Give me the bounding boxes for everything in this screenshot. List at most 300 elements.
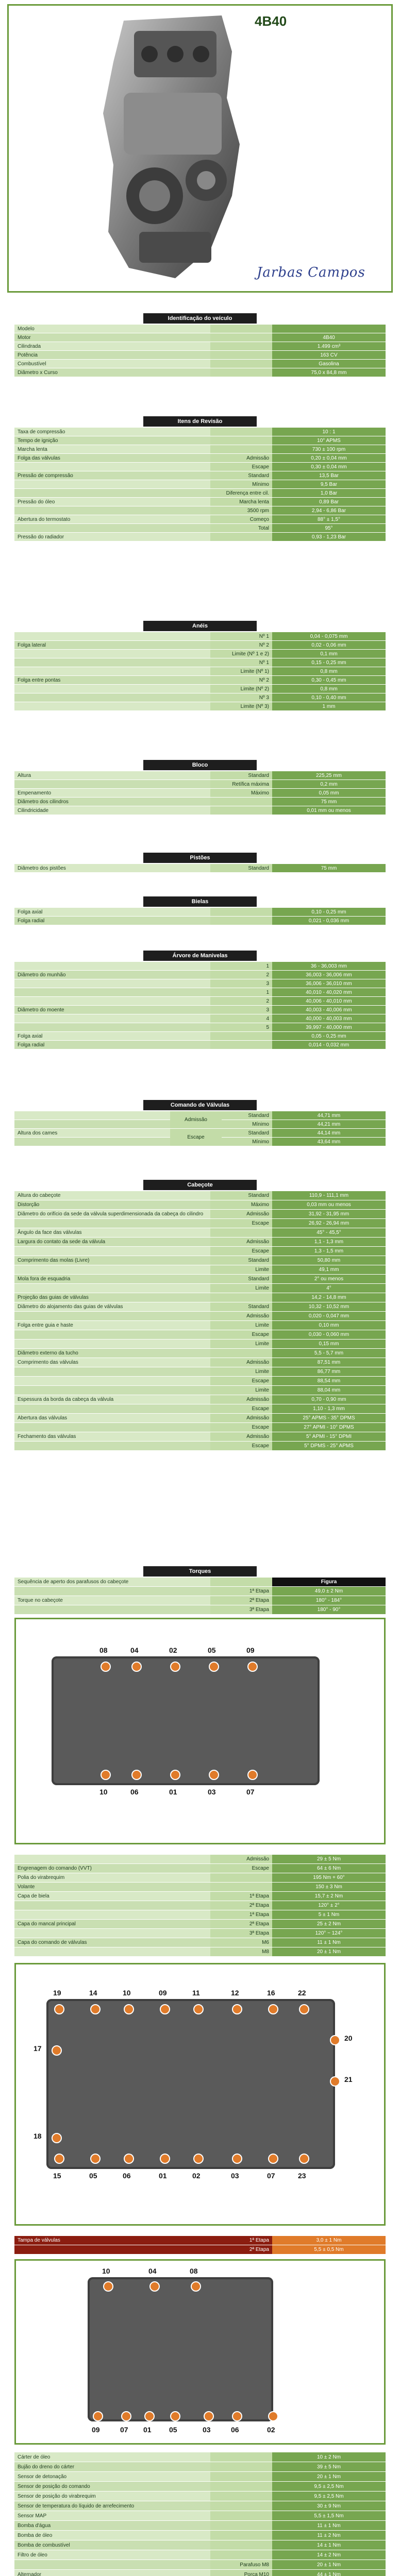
table-row [14, 2570, 386, 2576]
row-sublabel: Admissão [210, 1238, 272, 1246]
row-value: 87,51 mm [272, 1358, 386, 1367]
row-value: 49,0 ± 2 Nm [272, 1587, 386, 1596]
row-sublabel [210, 2511, 272, 2520]
table-row [14, 1873, 386, 1883]
row-value: 1,10 - 1,3 mm [272, 1404, 386, 1413]
table-row [14, 1191, 386, 1200]
row-value: 10,32 - 10,52 mm [272, 1302, 386, 1311]
table-row [14, 1265, 386, 1275]
bolt-marker [121, 2411, 131, 2421]
bolt-number: 05 [89, 2172, 97, 2180]
row-label: Capa do comando de válvulas [14, 1938, 210, 1947]
row-label: Comprimento das válvulas [14, 1358, 210, 1367]
table-row [14, 658, 386, 667]
table-row [14, 1587, 386, 1596]
row-label [14, 1423, 210, 1432]
row-label: Abertura do termostato [14, 515, 210, 523]
bolt-marker [232, 2154, 242, 2164]
row-sublabel [210, 2550, 272, 2560]
table-row [14, 1256, 386, 1265]
row-value: 3,0 ± 1 Nm [272, 2236, 386, 2245]
row-sublabel [210, 533, 272, 541]
bolt-number: 03 [203, 2426, 211, 2434]
table-row [14, 1247, 386, 1256]
row-sublabel [210, 1578, 272, 1586]
row-label: Tampa de válvulas [14, 2236, 210, 2245]
row-value: 5° DPMS - 25° APMS [272, 1442, 386, 1450]
row-value: 0,2 mm [272, 780, 386, 788]
row-value: 15,7 ± 2 Nm [272, 1892, 386, 1901]
bolt-number: 08 [190, 2267, 198, 2275]
table-row [14, 471, 386, 480]
table-row [14, 498, 386, 506]
bolt-marker [209, 1770, 219, 1780]
row-sublabel [210, 2540, 272, 2550]
table-row [14, 2501, 386, 2511]
row-label: Capa do mancal principal [14, 1920, 210, 1928]
row-value: 0,1 mm [272, 650, 386, 658]
table-row [14, 971, 386, 979]
row-label [14, 1284, 210, 1293]
table-row [14, 333, 386, 342]
bolt-number: 12 [231, 1989, 239, 1997]
table-row [14, 1929, 386, 1938]
row-label: Mola fora de esquadria [14, 1275, 210, 1283]
row-value: 195 Nm + 60° [272, 1873, 386, 1882]
section-title-cabecote: Cabeçote [143, 1180, 257, 1190]
row-label [14, 997, 210, 1005]
row-value: 29 ± 5 Nm [272, 1855, 386, 1863]
table-row [14, 506, 386, 515]
row-value: 50,80 mm [272, 1256, 386, 1265]
bolt-number: 20 [344, 2034, 353, 2042]
bolt-number: 18 [34, 2132, 42, 2140]
row-value: 730 ± 100 rpm [272, 445, 386, 453]
row-label: Pressão do óleo [14, 498, 210, 506]
row-label: Combustível [14, 360, 210, 368]
row-label [14, 979, 210, 988]
row-sublabel: Escape [210, 1219, 272, 1228]
row-sublabel: 3ª Etapa [210, 1929, 272, 1938]
table-row [14, 641, 386, 650]
row-sublabel [210, 2452, 272, 2462]
comando-escape-label: Escape [170, 1129, 222, 1146]
table-row [14, 1855, 386, 1864]
row-sublabel: Standard [210, 471, 272, 480]
row-value: 1,1 - 1,3 mm [272, 1238, 386, 1246]
row-label: Bomba de óleo [14, 2531, 210, 2540]
row-label: Motor [14, 333, 210, 342]
table-row [14, 2482, 386, 2492]
row-label [14, 1947, 210, 1956]
table-row [14, 489, 386, 498]
row-value: 40,006 - 40,010 mm [272, 997, 386, 1005]
table-row [14, 2452, 386, 2462]
row-sublabel: Standard [210, 1256, 272, 1265]
camshaft-cap-drawing [46, 1999, 335, 2169]
bolt-number: 01 [159, 2172, 167, 2180]
bolt-number: 07 [246, 1788, 255, 1796]
row-label [14, 962, 210, 970]
table-row [14, 368, 386, 377]
table-row [14, 1041, 386, 1049]
row-label: Sensor de posição do comando [14, 2482, 210, 2491]
row-value: 39 ± 5 Nm [272, 2462, 386, 2471]
row-label [14, 632, 210, 640]
bolt-marker [54, 2154, 64, 2164]
row-value: 180° - 184° [272, 1596, 386, 1605]
row-sublabel: Standard [210, 1191, 272, 1200]
row-sublabel: 2 [210, 997, 272, 1005]
row-value: 10 ± 2 Nm [272, 2452, 386, 2462]
bolt-number: 08 [99, 1646, 108, 1654]
row-sublabel: 2ª Etapa [210, 1596, 272, 1605]
row-label: Diâmetro x Curso [14, 368, 210, 377]
row-sublabel: Mínimo [210, 1120, 272, 1128]
row-value: 0,03 mm ou menos [272, 1200, 386, 1209]
bolt-marker [247, 1770, 258, 1780]
row-label [14, 1605, 210, 1614]
bolt-marker [330, 2035, 340, 2045]
table-row [14, 702, 386, 711]
row-label [14, 1023, 210, 1031]
row-sublabel: Diferença entre cil. [210, 489, 272, 497]
row-label: Taxa de compressão [14, 428, 210, 436]
bolt-marker [232, 2004, 242, 2014]
row-label: Folga axial [14, 908, 210, 916]
row-value: 88° ± 1,5° [272, 515, 386, 523]
bolt-marker [299, 2004, 309, 2014]
row-value: 5,5 ± 1,5 Nm [272, 2511, 386, 2520]
row-value: 40,003 - 40,006 mm [272, 1006, 386, 1014]
row-label: Modelo [14, 325, 210, 333]
row-sublabel: Limite [210, 1386, 272, 1395]
row-sublabel: 3ª Etapa [210, 1605, 272, 1614]
row-value: 225,25 mm [272, 771, 386, 779]
row-label: Cilindrada [14, 342, 210, 350]
row-sublabel: Marcha lenta [210, 498, 272, 506]
row-value: 0,8 mm [272, 667, 386, 675]
row-label: Bomba de combustível [14, 2540, 210, 2550]
row-value: 75,0 x 84,8 mm [272, 368, 386, 377]
row-sublabel: Admissão [210, 454, 272, 462]
section-title-aneis: Anéis [143, 621, 257, 631]
table-row [14, 1910, 386, 1920]
row-value: 0,02 - 0,06 mm [272, 641, 386, 649]
row-label [14, 1910, 210, 1919]
row-value: 110,9 - 111,1 mm [272, 1191, 386, 1200]
table-row [14, 2560, 386, 2570]
row-label: Alternador [14, 2570, 210, 2576]
row-label: Sequência de aperto dos parafusos do cabeçote [14, 1578, 210, 1586]
comando-admissao-label: Admissão [170, 1111, 222, 1128]
row-label: Folga radial [14, 917, 210, 925]
row-label: Diâmetro externo da tucho [14, 1349, 210, 1358]
bolt-number: 01 [169, 1788, 177, 1796]
table-aneis [14, 632, 386, 711]
table-row [14, 454, 386, 463]
row-value [272, 325, 386, 333]
bolt-number: 21 [344, 2075, 353, 2083]
row-label: Sensor de temperatura do líquido de arrefecimento [14, 2501, 210, 2511]
row-sublabel [210, 2531, 272, 2540]
table-row [14, 1414, 386, 1423]
table-cabecote [14, 1191, 386, 1451]
bolt-number: 07 [267, 2172, 275, 2180]
row-label: Torque no cabeçote [14, 1596, 210, 1605]
valve-cover-drawing [88, 2277, 273, 2421]
row-value: 0,30 - 0,45 mm [272, 676, 386, 684]
row-value: 45° - 45,5° [272, 1228, 386, 1237]
table-row [14, 2521, 386, 2531]
row-label: Diâmetro do alojamento das guias de válvulas [14, 1302, 210, 1311]
table-row [14, 480, 386, 489]
row-sublabel [210, 798, 272, 806]
table-row [14, 1947, 386, 1957]
bolt-marker [54, 2004, 64, 2014]
row-value: 5 ± 1 Nm [272, 1910, 386, 1919]
row-sublabel [210, 2482, 272, 2491]
row-sublabel [210, 2501, 272, 2511]
table-row [14, 1219, 386, 1228]
row-sublabel [210, 436, 272, 445]
row-value: 0,10 mm [272, 1321, 386, 1330]
row-sublabel: Escape [210, 1864, 272, 1873]
table-row [14, 997, 386, 1006]
row-value: 5,5 - 5,7 mm [272, 1349, 386, 1358]
row-value: 13,5 Bar [272, 471, 386, 480]
row-sublabel: 1ª Etapa [210, 2236, 272, 2245]
row-value: 0,8 mm [272, 685, 386, 693]
row-label [14, 2560, 210, 2569]
row-value: 11 ± 1 Nm [272, 1938, 386, 1947]
table-row [14, 445, 386, 454]
table-row [14, 1395, 386, 1404]
row-label: Altura [14, 771, 210, 779]
table-row [14, 1596, 386, 1605]
row-value: 0,93 - 1,23 Bar [272, 533, 386, 541]
section-title-manivelas: Árvore de Manivelas [143, 951, 257, 961]
row-value: 1.499 cm³ [272, 342, 386, 350]
row-value: 5,5 ± 0,5 Nm [272, 2245, 386, 2254]
row-sublabel: Mínimo [210, 480, 272, 488]
row-value: 0,01 mm ou menos [272, 806, 386, 815]
bolt-marker [204, 2411, 214, 2421]
row-value: 26,92 - 26,94 mm [272, 1219, 386, 1228]
row-sublabel: Porca M10 [210, 2570, 272, 2576]
row-value: 25 ± 2 Nm [272, 1920, 386, 1928]
row-sublabel: Limite [210, 1284, 272, 1293]
bolt-marker [268, 2411, 278, 2421]
row-label [14, 2245, 210, 2254]
table-row [14, 1386, 386, 1395]
bolt-marker [193, 2154, 204, 2164]
table-row [14, 1367, 386, 1377]
table-row [14, 806, 386, 815]
row-sublabel: Admissão [210, 1210, 272, 1218]
row-value: 0,020 - 0,047 mm [272, 1312, 386, 1320]
cylinder-head-drawing [52, 1656, 320, 1785]
row-value: 0,014 - 0,032 mm [272, 1041, 386, 1049]
bolt-number: 22 [298, 1989, 306, 1997]
table-row [14, 1864, 386, 1873]
table-row [14, 2236, 386, 2245]
bolt-marker [160, 2154, 170, 2164]
bolt-marker [101, 1662, 111, 1672]
table-row [14, 463, 386, 471]
row-label: Abertura das válvulas [14, 1414, 210, 1422]
table-row [14, 1293, 386, 1302]
row-label [14, 1404, 210, 1413]
row-sublabel: Standard [210, 771, 272, 779]
row-sublabel: Standard [210, 1111, 272, 1120]
bolt-marker [124, 2004, 134, 2014]
row-label: Folga lateral [14, 641, 210, 649]
row-sublabel: Admissão [210, 1432, 272, 1441]
row-label [14, 702, 210, 710]
row-sublabel: Limite (Nº 1 e 2) [210, 650, 272, 658]
row-value: 11 ± 2 Nm [272, 2531, 386, 2540]
row-sublabel: 3 [210, 979, 272, 988]
row-sublabel: 4 [210, 1014, 272, 1023]
row-sublabel: 3 [210, 1006, 272, 1014]
bolt-marker [191, 2281, 201, 2292]
table-row [14, 771, 386, 780]
row-label [14, 685, 210, 693]
row-sublabel [210, 1032, 272, 1040]
row-value: 20 ± 1 Nm [272, 2560, 386, 2569]
row-sublabel: Mínimo [210, 1138, 272, 1146]
bolt-number: 02 [192, 2172, 201, 2180]
row-label [14, 1386, 210, 1395]
row-sublabel: Admissão [210, 1414, 272, 1422]
bolt-marker [103, 2281, 113, 2292]
table-row [14, 2531, 386, 2540]
row-value: 64 ± 6 Nm [272, 1864, 386, 1873]
bolt-marker [131, 1770, 142, 1780]
table-torques-final [14, 2452, 386, 2576]
row-sublabel: 2ª Etapa [210, 1901, 272, 1910]
row-value: 180° - 90° [272, 1605, 386, 1614]
row-sublabel: Escape [210, 1423, 272, 1432]
bolt-marker [170, 1662, 180, 1672]
row-value: 75 mm [272, 864, 386, 872]
table-row [14, 864, 386, 873]
table-row [14, 1284, 386, 1293]
bolt-number: 04 [148, 2267, 157, 2275]
table-row [14, 632, 386, 641]
bolt-number: 16 [267, 1989, 275, 1997]
engine-photo [93, 10, 247, 283]
row-sublabel: 1ª Etapa [210, 1910, 272, 1919]
row-label: Diâmetro do moente [14, 1006, 210, 1014]
row-label [14, 1367, 210, 1376]
row-label: Pressão de compressão [14, 471, 210, 480]
section-title-bielas: Bielas [143, 896, 257, 907]
row-sublabel: 1ª Etapa [210, 1587, 272, 1596]
row-label: Sensor MAP [14, 2511, 210, 2520]
table-row [14, 2511, 386, 2521]
row-sublabel: Admissão [210, 1312, 272, 1320]
table-revisao [14, 428, 386, 541]
row-value: 44,71 mm [272, 1111, 386, 1120]
row-sublabel: Escape [210, 1442, 272, 1450]
row-sublabel: Limite [210, 1340, 272, 1348]
bolt-marker [232, 2411, 242, 2421]
table-row [14, 1349, 386, 1358]
row-sublabel: Escape [210, 1377, 272, 1385]
row-value: 11 ± 1 Nm [272, 2521, 386, 2530]
bolt-marker [149, 2281, 160, 2292]
bolt-number: 15 [53, 2172, 61, 2180]
table-row [14, 1330, 386, 1340]
row-sublabel [210, 2521, 272, 2530]
row-label [14, 1340, 210, 1348]
table-row [14, 1302, 386, 1312]
bolt-marker [268, 2154, 278, 2164]
table-row [14, 2245, 386, 2254]
bolt-number: 06 [130, 1788, 139, 1796]
bolt-marker [90, 2004, 101, 2014]
row-value: 44,14 mm [272, 1129, 386, 1137]
row-label: Potência [14, 351, 210, 359]
row-label: Polia do virabrequim [14, 1873, 210, 1882]
row-value: 14 ± 2 Nm [272, 2550, 386, 2560]
row-sublabel [210, 1883, 272, 1891]
row-sublabel: Retífica máxima [210, 780, 272, 788]
row-label: Capa de biela [14, 1892, 210, 1901]
table-row [14, 780, 386, 789]
row-value: 1,3 - 1,5 mm [272, 1247, 386, 1256]
row-sublabel: Escape [210, 1404, 272, 1413]
bolt-marker [131, 1662, 142, 1672]
row-value: 9,5 Bar [272, 480, 386, 488]
bolt-number: 06 [123, 2172, 131, 2180]
bolt-number: 01 [143, 2426, 152, 2434]
bolt-number: 04 [130, 1646, 139, 1654]
row-sublabel: Standard [210, 864, 272, 872]
row-value: 75 mm [272, 798, 386, 806]
table-row [14, 1228, 386, 1238]
section-title-torques: Torques [143, 1566, 257, 1577]
row-value: 25° APMS - 35° DPMS [272, 1414, 386, 1422]
table-row [14, 1200, 386, 1210]
row-value: 0,10 - 0,40 mm [272, 693, 386, 702]
row-value: 43,64 mm [272, 1138, 386, 1146]
row-sublabel: Limite [210, 1265, 272, 1274]
table-row [14, 988, 386, 997]
row-label: Altura do cabeçote [14, 1191, 210, 1200]
bolt-marker [93, 2411, 103, 2421]
row-sublabel: 2ª Etapa [210, 2245, 272, 2254]
row-sublabel [210, 908, 272, 916]
row-sublabel: 1ª Etapa [210, 1892, 272, 1901]
row-label: Cilindricidade [14, 806, 210, 815]
table-row [14, 1358, 386, 1367]
row-label: Diâmetro do orifício da sede da válvula superdimensionada da cabeça do cilindro [14, 1210, 210, 1218]
row-value: 0,89 Bar [272, 498, 386, 506]
row-value: 163 CV [272, 351, 386, 359]
row-value: 0,04 - 0,075 mm [272, 632, 386, 640]
row-sublabel: Começo [210, 515, 272, 523]
row-value: 1,0 Bar [272, 489, 386, 497]
bolt-marker [144, 2411, 155, 2421]
row-label: Engrenagem do comando (VVT) [14, 1864, 210, 1873]
bolt-number: 09 [159, 1989, 167, 1997]
table-row [14, 1238, 386, 1247]
table-row [14, 428, 386, 436]
row-label: Folga radial [14, 1041, 210, 1049]
